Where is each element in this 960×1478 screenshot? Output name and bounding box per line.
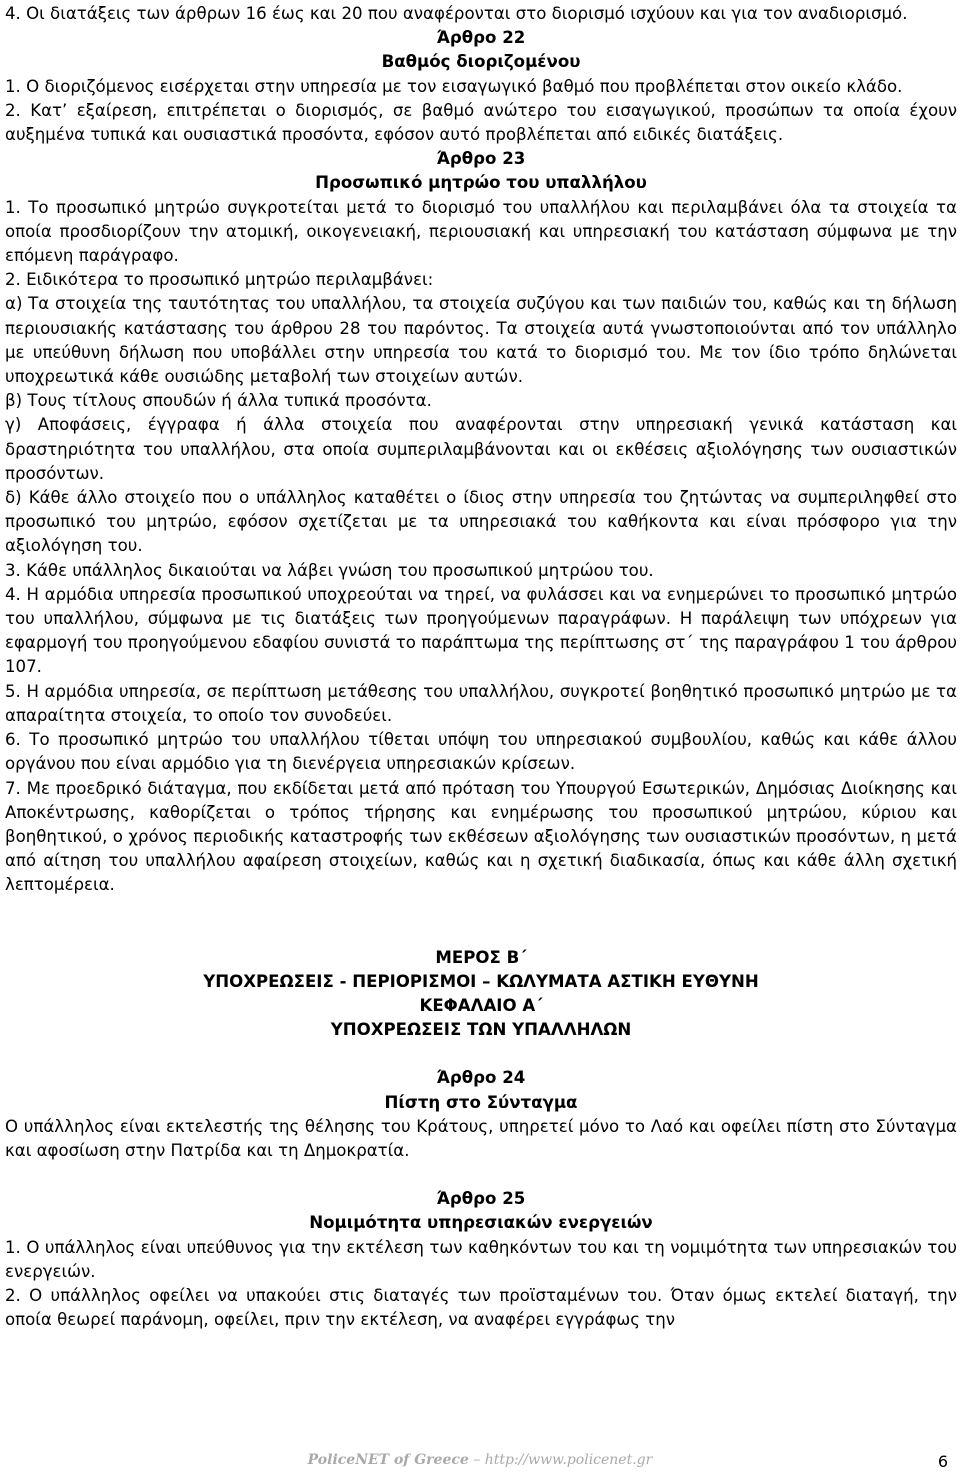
paragraph: 3. Κάθε υπάλληλος δικαιούται να λάβει γνώση του προσωπικού μητρώου του. (5, 560, 654, 580)
footer-separator: – (473, 1452, 481, 1468)
footer-url[interactable]: http://www.policenet.gr (484, 1452, 653, 1468)
footer-site: PoliceNET of Greece (307, 1452, 469, 1468)
paragraph: 2. Ο υπάλληλος οφείλει να υπακούει στις διαταγές των προϊσταμένων του. Όταν όμως εκτελεί διαταγή, την οποία θεωρεί παράνομη, οφείλει, πριν την εκτέλεση, να αναφέρει εγγράφως την (5, 1285, 957, 1330)
part-title: ΥΠΟΧΡΕΩΣΕΙΣ - ΠΕΡΙΟΡΙΣΜΟΙ – ΚΩΛΥΜΑΤΑ ΑΣΤΙΚΗ ΕΥΘΥΝΗ (203, 971, 759, 991)
article-number: Άρθρο 25 (436, 1189, 526, 1209)
paragraph: δ) Κάθε άλλο στοιχείο που ο υπάλληλος καταθέτει ο ίδιος στην υπηρεσία του ζητώντας να συμπεριληφθεί στο προσωπικό του μητρώο, εφόσον σχετίζεται με τα υπηρεσιακά του καθήκοντα και είναι πρόσφορο για την αξιολόγηση του. (5, 488, 957, 556)
paragraph: 1. Ο διοριζόμενος εισέρχεται στην υπηρεσία με τον εισαγωγικό βαθμό που προβλέπεται στον οικείο κλάδο. (5, 76, 903, 96)
footer (0, 1452, 960, 1468)
paragraph: 1. Ο υπάλληλος είναι υπεύθυνος για την εκτέλεση των καθηκόντων του και τη νομιμότητα των υπηρεσιακών του ενεργειών. (5, 1237, 957, 1281)
paragraph: 5. Η αρμόδια υπηρεσία, σε περίπτωση μετάθεσης του υπαλλήλου, συγκροτεί βοηθητικό προσωπικό μητρώο με τα απαραίτητα στοιχεία, το οποίο τον συνοδεύει. (5, 681, 957, 725)
paragraph: 7. Με προεδρικό διάταγμα, που εκδίδεται μετά από πρόταση του Υπουργού Εσωτερικών, Δημόσιας Διοίκησης και Αποκέντρωσης, καθορίζεται ο τρόπος τήρησης και ενημέρωσης του προσωπικού μητρώου, κύριου και βοηθητικού, ο χρόνος περιοδικής καταστροφής των εκθέσεων αξιολόγησης των ουσιαστικών προσόντων, η μετά από αίτηση του υπαλλήλου αφαίρεση στοιχείων, καθώς και η σχετική διαδικασία, όπως και κάθε άλλη σχετική λεπτομέρεια. (5, 778, 957, 895)
chapter-title: ΥΠΟΧΡΕΩΣΕΙΣ ΤΩΝ ΥΠΑΛΛΗΛΩΝ (330, 1020, 632, 1040)
spacer (5, 1042, 957, 1066)
paragraph: 4. Οι διατάξεις των άρθρων 16 έως και 20 που αναφέρονται στο διορισμό ισχύουν και για τον αναδιορισμό. (5, 4, 908, 23)
page-number: 6 (937, 1452, 948, 1471)
part-heading: ΜΕΡΟΣ Β΄ (435, 947, 527, 967)
chapter-heading: ΚΕΦΑΛΑΙΟ Α΄ (419, 995, 543, 1015)
paragraph: γ) Αποφάσεις, έγγραφα ή άλλα στοιχεία που αναφέρονται στην υπηρεσιακή γενικά κατάσταση και δραστηριότητα του υπαλλήλου, στα οποία συμπεριλαμβάνονται και οι εκθέσεις αξιολόγησης των ουσιαστικών προσόντων. (5, 415, 957, 483)
paragraph: 2. Ειδικότερα το προσωπικό μητρώο περιλαμβάνει: (5, 270, 434, 290)
article-number: Άρθρο 22 (436, 28, 526, 48)
paragraph: 4. Η αρμόδια υπηρεσία προσωπικού υποχρεούται να τηρεί, να φυλάσσει και να ενημερώνει το προσωπικό μητρώο του υπαλλήλου, σύμφωνα με τις διατάξεις των προηγούμενων παραγράφων. Η παράλειψη των υπόχρεων για εφαρμογή του προηγούμενου εδαφίου συνιστά το παράπτωμα της περίπτωσης στ΄ της παραγράφου 1 του άρθρου 107. (5, 584, 957, 677)
article-title: Νομιμότητα υπηρεσιακών ενεργειών (309, 1213, 653, 1233)
article-number: Άρθρο 24 (436, 1068, 526, 1088)
document-body (5, 2, 957, 1332)
paragraph: 1. Το προσωπικό μητρώο συγκροτείται μετά το διορισμό του υπαλλήλου και περιλαμβάνει όλα τα στοιχεία τα οποία προσδιορίζουν την ατομική, οικογενειακή, περιουσιακή και υπηρεσιακή του κατάσταση σύμφωνα με την επόμενη παράγραφο. (5, 197, 957, 266)
paragraph: α) Τα στοιχεία της ταυτότητας του υπαλλήλου, τα στοιχεία συζύγου και των παιδιών του, καθώς και τη δήλωση περιουσιακής κατάστασης του άρθρου 28 του παρόντος. Τα στοιχεία αυτά γνωστοποιούνται από τον υπάλληλο με υπεύθυνη δήλωση που υποβάλλει στην υπηρεσία του κατά το διορισμό του. Με τον ίδιο τρόπο δηλώνεται υποχρεωτικά κάθε ουσιώδης μεταβολή των στοιχείων αυτών. (5, 294, 957, 387)
article-title: Πίστη στο Σύνταγμα (384, 1092, 578, 1112)
spacer (5, 1163, 957, 1187)
paragraph: 6. Το προσωπικό μητρώο του υπαλλήλου τίθεται υπόψη του υπηρεσιακού συμβουλίου, καθώς και κάθε άλλου οργάνου που είναι αρμόδιο για τη διενέργεια υπηρεσιακών κρίσεων. (5, 730, 957, 774)
article-number: Άρθρο 23 (436, 149, 526, 169)
paragraph: 2. Κατ’ εξαίρεση, επιτρέπεται ο διορισμός, σε βαθμό ανώτερο του εισαγωγικού, προσώπων τα οποία έχουν αυξημένα τυπικά και ουσιαστικά προσόντα, εφόσον αυτό προβλέπεται από ειδικές διατάξεις. (5, 100, 957, 145)
paragraph: β) Τους τίτλους σπουδών ή άλλα τυπικά προσόντα. (5, 391, 432, 411)
article-title: Βαθμός διοριζομένου (381, 52, 581, 72)
article-title: Προσωπικό μητρώο του υπαλλήλου (315, 173, 647, 193)
paragraph: Ο υπάλληλος είναι εκτελεστής της θέλησης του Κράτους, υπηρετεί μόνο το Λαό και οφείλει πίστη στο Σύνταγμα και αφοσίωση στην Πατρίδα και τη Δημοκρατία. (5, 1116, 957, 1160)
spacer (5, 898, 957, 946)
